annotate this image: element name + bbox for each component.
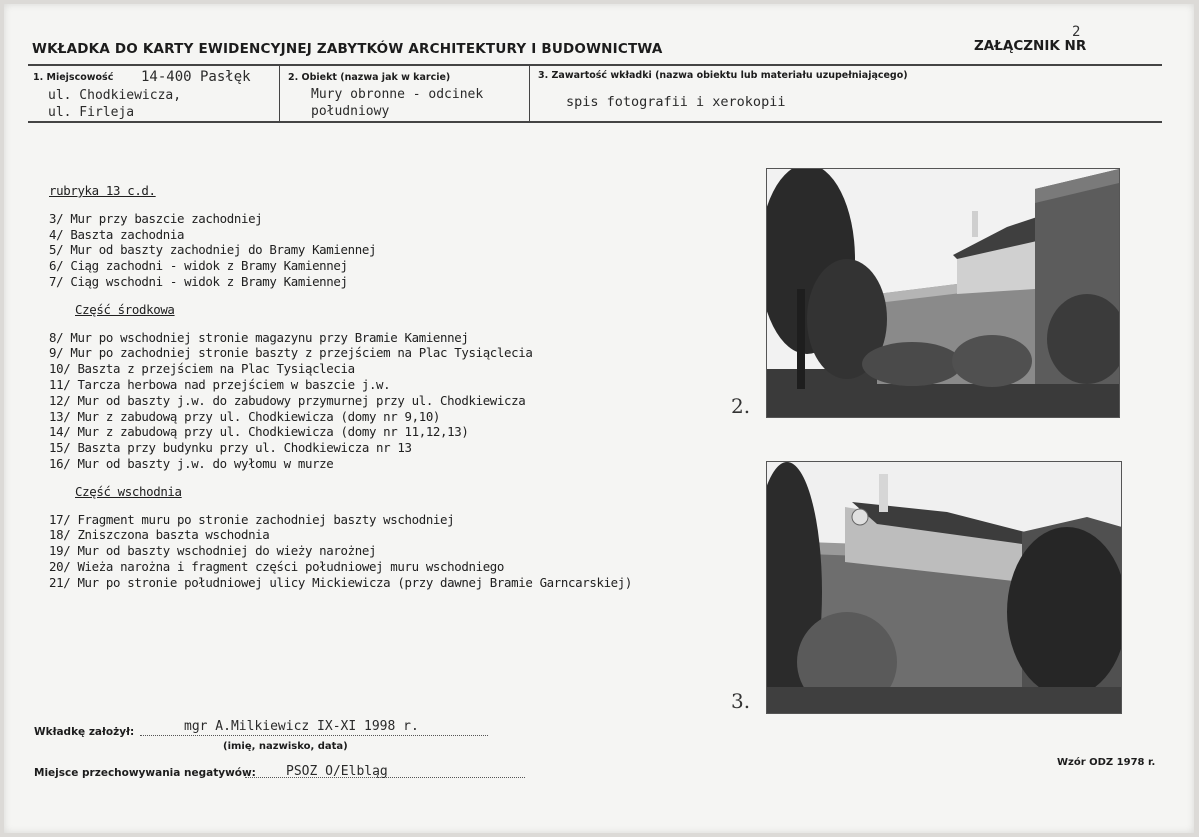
document-title: WKŁADKA DO KARTY EWIDENCYJNEJ ZABYTKÓW ARCHITEKTURY I BUDOWNICTWA [32, 41, 663, 57]
list-item: 9/ Mur po zachodniej stronie baszty z przejściem na Plac Tysiąclecia [49, 345, 533, 361]
list-item: 13/ Mur z zabudową przy ul. Chodkiewicza (domy nr 9,10) [49, 408, 441, 424]
list-item: 14/ Mur z zabudową przy ul. Chodkiewicza (domy nr 11,12,13) [49, 424, 469, 440]
list-item: 11/ Tarcza herbowa nad przejściem w baszcie j.w. [49, 376, 391, 392]
list-item: 7/ Ciąg wschodni - widok z Bramy Kamiennej [49, 273, 348, 289]
list-item: 16/ Mur od baszty j.w. do wyłomu w murze [49, 455, 334, 471]
list-item: 12/ Mur od baszty j.w. do zabudowy przymurnej przy ul. Chodkiewicza [49, 392, 526, 408]
field-divider-2 [529, 65, 530, 121]
author-label: Wkładkę założył: [34, 726, 135, 738]
list-item: 8/ Mur po wschodniej stronie magazynu przy Bramie Kamiennej [49, 329, 469, 345]
section-title-middle: Część środkowa [75, 301, 175, 317]
list-item: 6/ Ciąg zachodni - widok z Bramy Kamiennej [49, 258, 348, 274]
list-item: 5/ Mur od baszty zachodniej do Bramy Kamiennej [49, 242, 377, 258]
content-value: spis fotografii i xerokopii [566, 94, 786, 110]
list-item: 10/ Baszta z przejściem na Plac Tysiąclecia [49, 361, 355, 377]
header-rule-top [28, 64, 1162, 66]
list-item: 19/ Mur od baszty wschodniej do wieży narożnej [49, 543, 377, 559]
author-dotline [140, 735, 488, 736]
list-item: 15/ Baszta przy budynku przy ul. Chodkiewicza nr 13 [49, 440, 412, 456]
storage-label: Miejsce przechowywania negatywów: [34, 767, 256, 779]
place-label: 1. Miejscowość [33, 72, 114, 83]
list-item: 21/ Mur po stronie południowej ulicy Mickiewicza (przy dawnej Bramie Garncarskiej) [49, 574, 633, 590]
attachment-number: 2 [1072, 24, 1081, 40]
field-divider-1 [279, 65, 280, 121]
place-code-city: 14-400 Pasłęk [141, 69, 251, 85]
object-value-1: Mury obronne - odcinek [311, 87, 484, 102]
list-item: 20/ Wieża narożna i fragment części południowej muru wschodniego [49, 558, 505, 574]
author-hint: (imię, nazwisko, data) [223, 741, 348, 752]
place-street-1: ul. Chodkiewicza, [48, 88, 182, 103]
author-value: mgr A.Milkiewicz IX-XI 1998 r. [184, 719, 419, 734]
list-item: 18/ Zniszczona baszta wschodnia [49, 527, 270, 543]
list-item: 17/ Fragment muru po stronie zachodniej baszty wschodniej [49, 511, 455, 527]
form-mark: Wzór ODZ 1978 r. [1057, 757, 1156, 768]
header-rule-bottom [28, 121, 1162, 123]
photo-1-number: 2. [731, 394, 751, 418]
object-value-2: południowy [311, 104, 390, 119]
list-heading: rubryka 13 c.d. [49, 183, 156, 198]
photo-wall-buildings [766, 461, 1122, 714]
list-item: 4/ Baszta zachodnia [49, 226, 185, 242]
list-item: 3/ Mur przy baszcie zachodniej [49, 210, 263, 226]
photo-list [49, 183, 632, 591]
place-street-2: ul. Firleja [48, 105, 135, 120]
section-title-east: Część wschodnia [75, 483, 182, 499]
photo-wall-tower [766, 168, 1120, 418]
content-label: 3. Zawartość wkładki (nazwa obiektu lub materiału uzupełniającego) [538, 70, 908, 81]
attachment-label: ZAŁĄCZNIK NR [974, 38, 1087, 54]
object-label: 2. Obiekt (nazwa jak w karcie) [288, 72, 451, 83]
photo-2-number: 3. [731, 689, 751, 713]
storage-value: PSOZ O/Elbląg [286, 764, 388, 779]
